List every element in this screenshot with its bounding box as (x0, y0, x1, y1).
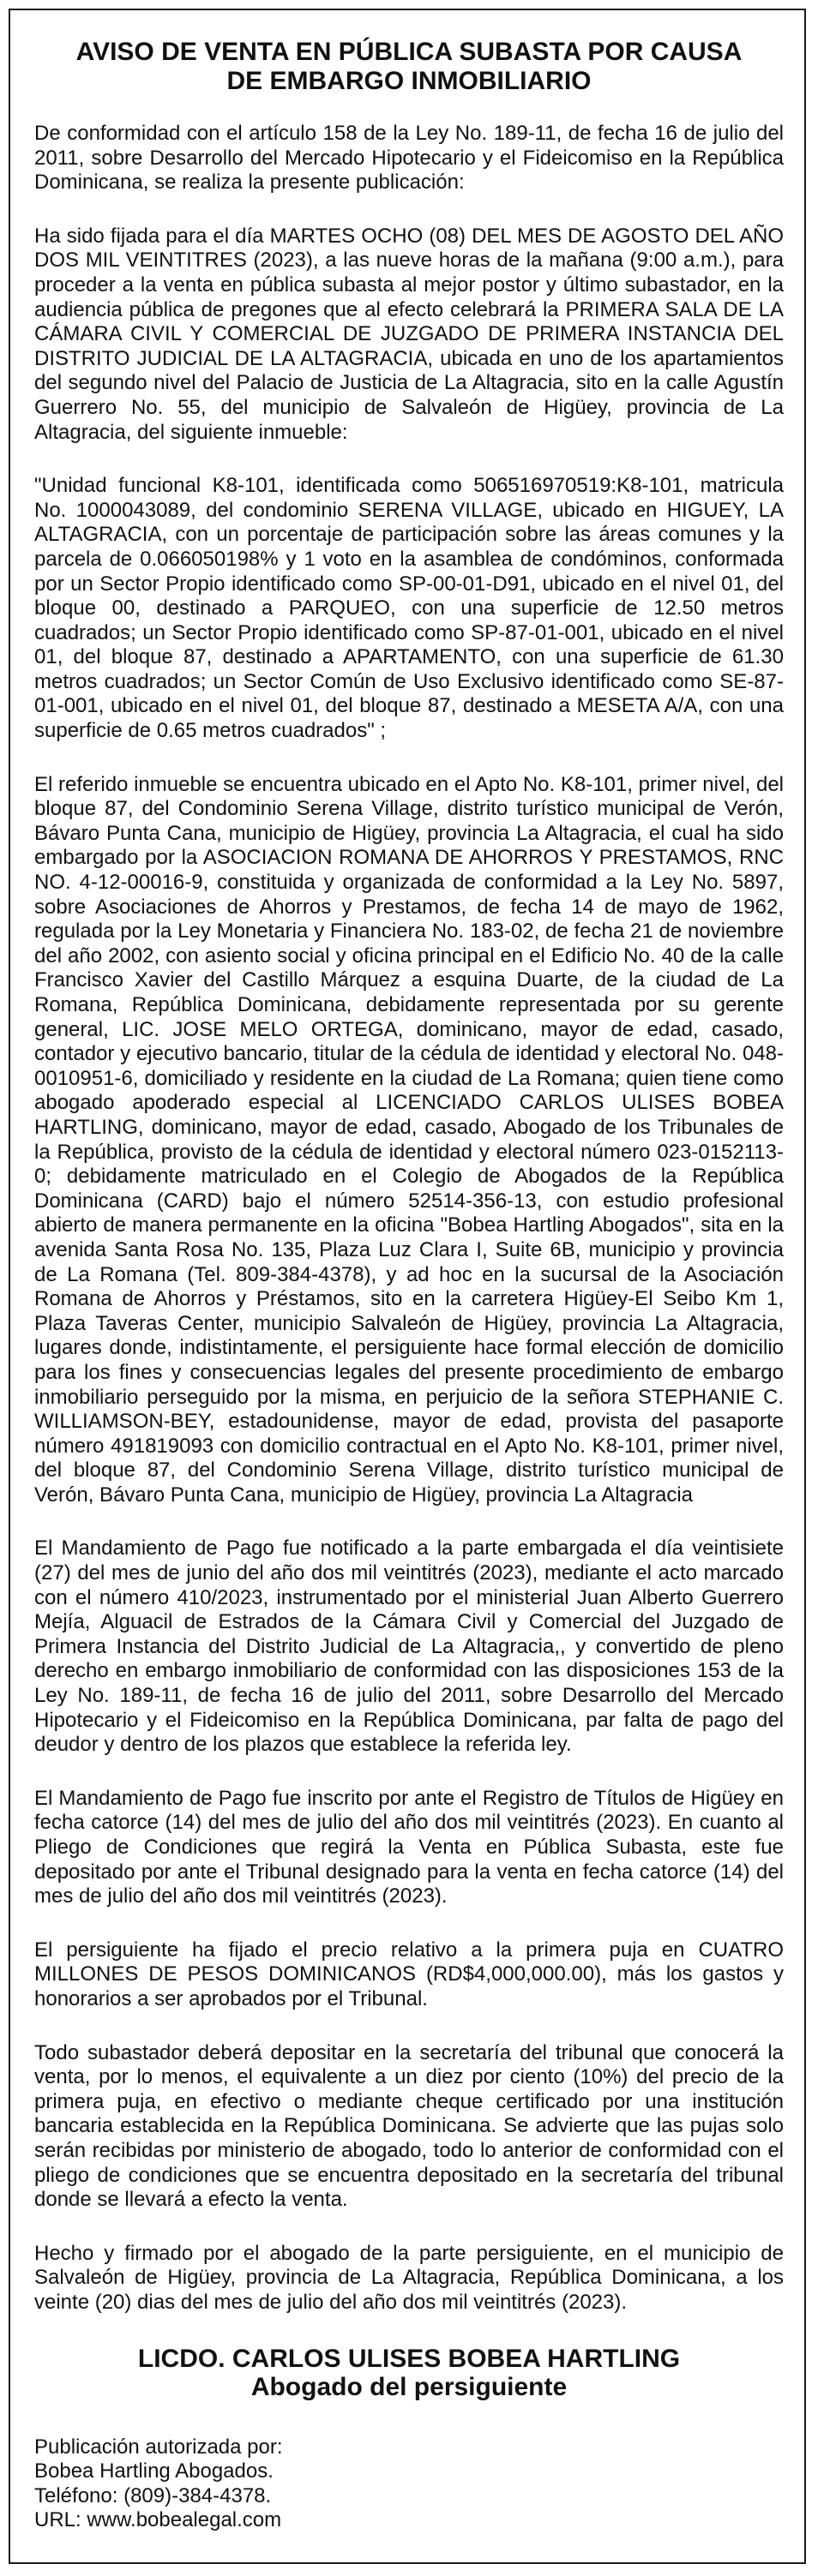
footer-firm-name: Bobea Hartling Abogados. (34, 2459, 274, 2483)
notice-title-line-2: DE EMBARGO INMOBILIARIO (226, 67, 592, 95)
paragraph-property-location-and-parties: El referido inmueble se encuentra ubicado en el Apto No. K8-101, primer nivel, del bloque 87, del Condominio Serena Village, distrito turístico municipal de Verón, Bávaro Punta Cana, municipio de Higüey, provincia La Altagracia, el cual ha sido embargado por la ASOCIACION ROMANA DE AHORROS Y PRESTAMOS, RNC NO. 4-12-00016-9, constituida y organizada de conformidad a la Ley No. 5897, sobre Asociaciones de Ahorros y Prestamos, de fecha 14 de mayo de 1962, regulada por la Ley Monetaria y Financiera No. 183-02, de fecha 21 de noviembre del año 2002, con asiento social y oficina principal en el Edificio No. 40 de la calle Francisco Xavier del Castillo Márquez a esquina Duarte, de la ciudad de La Romana, República Dominicana, debidamente representada por su gerente general, LIC. JOSE MELO ORTEGA, dominicano, mayor de edad, casado, contador y ejecutivo bancario, titular de la cédula de identidad y electoral No. 048-0010951-6, domiciliado y residente en la ciudad de La Romana; quien tiene como abogado apoderado especial al LICENCIADO CARLOS ULISES BOBEA HARTLING, dominicano, mayor de edad, casado, Abogado de los Tribunales de la República, provisto de la cédula de identidad y electoral número 023-0152113-0; debidamente matriculado en el Colegio de Abogados de la República Dominicana (CARD) bajo el número 52514-356-13, con estudio profesional abierto de manera permanente en la oficina "Bobea Hartling Abogados", sita en la avenida Santa Rosa No. 135, Plaza Luz Clara I, Suite 6B, municipio y provincia de La Romana (Tel. 809-384-4378), y ad hoc en la sucursal de la Asociación Romana de Ahorros y Préstamos, sito en la carretera Higüey-El Seibo Km 1, Plaza Taveras Center, municipio Salvaleón de Higüey, provincia La Altagracia, lugares donde, indistintamente, el persiguiente hace formal elección de domicilio para los fines y consecuencias legales del presente procedimiento de embargo inmobiliario perseguido por la misma, en perjuicio de la señora STEPHANIE C. WILLIAMSON-BEY, estadounidense, mayor de edad, provista del pasaporte número 491819093 con domicilio contractual en el Apto No. K8-101, primer nivel, del bloque 87, del Condominio Serena Village, distrito turístico municipal de Verón, Bávaro Punta Cana, municipio de Higüey, provincia La Altagracia (34, 772, 784, 1507)
notice-title-line-1: AVISO DE VENTA EN PÚBLICA SUBASTA POR CAUSA (75, 38, 743, 66)
notice-content (34, 38, 784, 2533)
signature-name: LICDO. CARLOS ULISES BOBEA HARTLING (137, 2344, 681, 2373)
signature-role: Abogado del persiguiente (250, 2372, 568, 2401)
publication-footer (34, 2435, 784, 2533)
notice-title (34, 38, 784, 96)
paragraph-deposit-requirement: Todo subastador deberá depositar en la secretaría del tribunal que conocerá la venta, por lo menos, el equivalente a un diez por ciento (10%) del precio de la primera puja, en efectivo o mediante cheque certificado por una institución bancaria establecida en la República Dominicana. Se advierte que las pujas solo serán recibidas por ministerio de abogado, todo lo anterior de conformidad con el pliego de condiciones que se encuentra depositado en la secretaría del tribunal donde se llevará a efecto la venta. (34, 2040, 784, 2212)
paragraph-auction-date: Ha sido fijada para el día MARTES OCHO (08) DEL MES DE AGOSTO DEL AÑO DOS MIL VEINTITRES (2023), a las nueve horas de la mañana (9:00 a.m.), para proceder a la venta en pública subasta al mejor postor y último subastador, en la audiencia pública de pregones que al efecto celebrará la PRIMERA SALA DE LA CÁMARA CIVIL Y COMERCIAL DE JUZGADO DE PRIMERA INSTANCIA DEL DISTRITO JUDICIAL DE LA ALTAGRACIA, ubicada en uno de los apartamientos del segundo nivel del Palacio de Justicia de La Altagracia, sito en la calle Agustín Guerrero No. 55, del municipio de Salvaleón de Higüey, provincia de La Altagracia, del siguiente inmueble: (34, 224, 784, 444)
paragraph-payment-order-registration: El Mandamiento de Pago fue inscrito por ante el Registro de Títulos de Higüey en fecha catorce (14) del mes de julio del año dos mil veintitrés (2023). En cuanto al Pliego de Condiciones que regirá la Venta en Pública Subasta, este fue depositado por ante el Tribunal designado para la venta en fecha catorce (14) del mes de julio del año dos mil veintitrés (2023). (34, 1786, 784, 1908)
paragraph-first-bid-price: El persiguiente ha fijado el precio relativo a la primera puja en CUATRO MILLONES DE PESOS DOMINICANOS (RD$4,000,000.00), más los gastos y honorarios a ser aprobados por el Tribunal. (34, 1938, 784, 2010)
paragraph-payment-order-notification: El Mandamiento de Pago fue notificado a la parte embargada el día veintisiete (27) del mes de junio del año dos mil veintitrés (2023), mediante el acto marcado con el número 410/2023, instrumentado por el ministerial Juan Alberto Guerrero Mejía, Alguacil de Estrados de la Cámara Civil y Comercial del Juzgado de Primera Instancia del Distrito Judicial de La Altagracia,, y convertido de pleno derecho en embargo inmobiliario de conformidad con las disposiciones 153 de la Ley No. 189-11, de fecha 16 de julio del 2011, sobre Desarrollo del Mercado Hipotecario y el Fideicomiso en la República Dominicana, par falta de pago del deudor y dentro de los plazos que establece la referida ley. (34, 1537, 784, 1757)
footer-url: URL: www.bobealegal.com (34, 2508, 282, 2532)
paragraph-signed-date: Hecho y firmado por el abogado de la parte persiguiente, en el municipio de Salvaleón de Higüey, provincia de La Altagracia, República Dominicana, a los veinte (20) dias del mes de julio del año dos mil veintitrés (2023). (34, 2241, 784, 2314)
paragraph-property-description: "Unidad funcional K8-101, identificada como 506516970519:K8-101, matricula No. 1000043089, del condominio SERENA VILLAGE, ubicado en HIGUEY, LA ALTAGRACIA, con un porcentaje de participación sobre las áreas comunes y la parcela de 0.066050198% y 1 voto en la asamblea de condóminos, conformada por un Sector Propio identificado como SP-00-01-D91, ubicado en el nivel 01, del bloque 00, destinado a PARQUEO, con una superficie de 12.50 metros cuadrados; un Sector Propio identificado como SP-87-01-001, ubicado en el nivel 01, del bloque 87, destinado a APARTAMENTO, con una superficie de 61.30 metros cuadrados; un Sector Común de Uso Exclusivo identificado como SE-87-01-001, ubicado en el nivel 01, del bloque 87, destinado a MESETA A/A, con una superficie de 0.65 metros cuadrados" ; (34, 474, 784, 743)
footer-authorized-by: Publicación autorizada por: (34, 2435, 283, 2459)
paragraph-legal-basis: De conformidad con el artículo 158 de la Ley No. 189-11, de fecha 16 de julio del 2011, sobre Desarrollo del Mercado Hipotecario y el Fideicomiso en la República Dominicana, se realiza la presente publicación: (34, 122, 784, 195)
footer-phone: Teléfono: (809)-384-4378. (34, 2483, 272, 2507)
signature-block (34, 2345, 784, 2401)
